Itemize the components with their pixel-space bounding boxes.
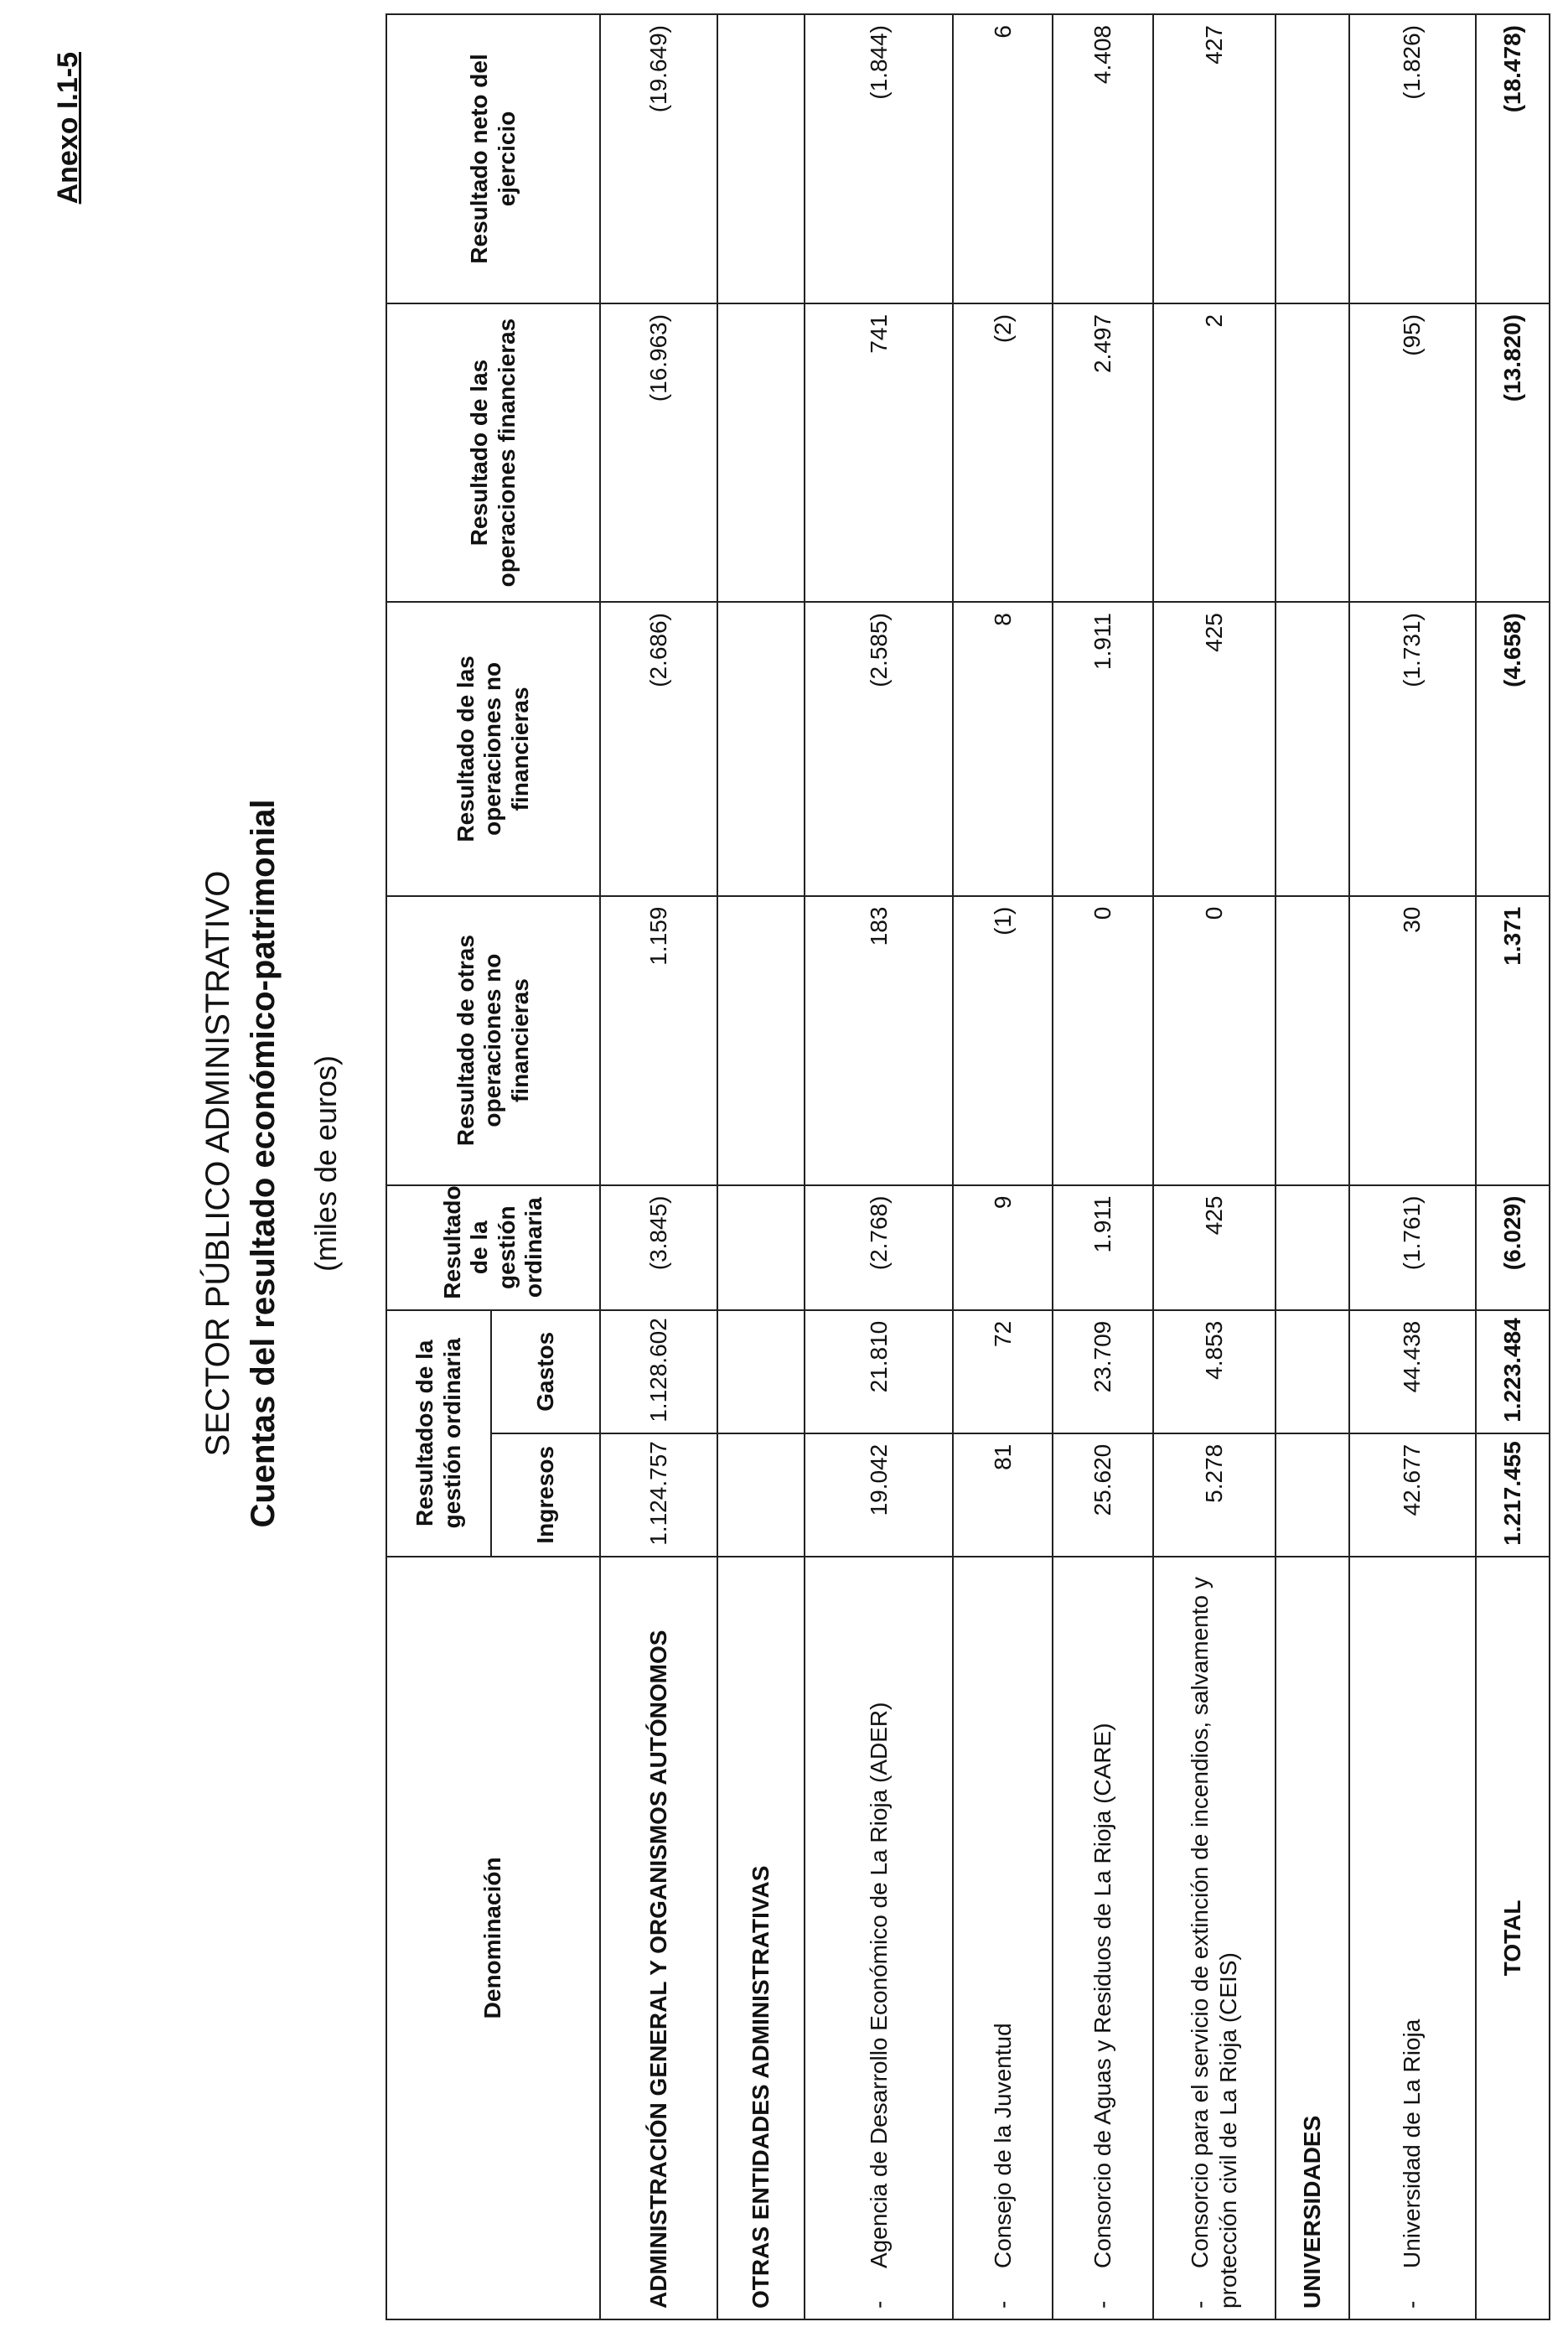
cell-ingresos: 19.042 [805,1433,953,1557]
cell-res-otras: (1) [953,896,1053,1185]
header-res-neto: Resultado neto del ejercicio [386,14,600,303]
cell-res-otras: 0 [1053,896,1153,1185]
cell-res-fin: (13.820) [1476,303,1550,602]
cell-gastos: 23.709 [1053,1310,1153,1433]
cell-gastos: 72 [953,1310,1053,1433]
row-dash: - [865,2300,892,2309]
title-units: (miles de euros) [308,1055,343,1272]
cell-res-gestion: (6.029) [1476,1185,1550,1310]
cell-res-gestion: (3.845) [600,1185,717,1310]
cell-ingresos: 81 [953,1433,1053,1557]
row-label: Consejo de la Juventud [989,2023,1016,2268]
cell-res-no-fin: (2.585) [805,602,953,896]
cell-ingresos: 5.278 [1153,1433,1276,1557]
cell-res-neto: (1.826) [1349,14,1476,303]
cell-res-fin: 2 [1153,303,1276,602]
cell-ingresos: 25.620 [1053,1433,1153,1557]
table-row [805,14,953,2319]
cell-res-neto: (1.844) [805,14,953,303]
cell-res-no-fin: 8 [953,602,1053,896]
cell-res-fin: (95) [1349,303,1476,602]
row-name: UNIVERSIDADES [1276,1557,1349,2319]
row-name: ADMINISTRACIÓN GENERAL Y ORGANISMOS AUTÓNOMOS [600,1557,717,2319]
header-resultados-gestion: Resultados de la gestión ordinaria [386,1310,491,1557]
cell-res-gestion: 1.911 [1053,1185,1153,1310]
table-row [1349,14,1476,2319]
title-sector: SECTOR PÚBLICO ADMINISTRATIVO [199,870,236,1457]
header-res-otras-no-fin: Resultado de otras operaciones no financieras [386,896,600,1185]
cell-ingresos: 42.677 [1349,1433,1476,1557]
cell-ingresos: 1.124.757 [600,1433,717,1557]
cell-res-fin: (2) [953,303,1053,602]
cell-res-neto: 427 [1153,14,1276,303]
table-row [1153,14,1276,2319]
cell-ingresos: 1.217.455 [1476,1433,1550,1557]
row-label: Universidad de La Rioja [1399,2019,1426,2268]
table-row-total [1476,14,1550,2319]
header-ingresos: Ingresos [491,1433,600,1557]
cell-res-no-fin: (1.731) [1349,602,1476,896]
annex-label: Anexo I.1-5 [52,52,84,205]
table-row [1276,14,1349,2319]
table-row [717,14,805,2319]
row-name [953,1557,1053,2319]
cell-res-otras: 1.371 [1476,896,1550,1185]
cell-res-neto: (19.649) [600,14,717,303]
cell-res-fin: (16.963) [600,303,717,602]
cell-gastos: 44.438 [1349,1310,1476,1433]
cell-res-no-fin: (2.686) [600,602,717,896]
cell-res-neto: 6 [953,14,1053,303]
cell-gastos: 21.810 [805,1310,953,1433]
cell-res-neto: (18.478) [1476,14,1550,303]
row-dash: - [1399,2300,1426,2309]
cell-gastos: 1.223.484 [1476,1310,1550,1433]
header-denominacion: Denominación [386,1557,600,2319]
cell-res-gestion: 425 [1153,1185,1276,1310]
cell-res-no-fin: (4.658) [1476,602,1550,896]
row-name [805,1557,953,2319]
row-label: Agencia de Desarrollo Económico de La Rioja (ADER) [865,1702,892,2268]
row-label: Consorcio para el servicio de extinción de incendios, salvamento y protección civil de La Rioja (CEIS) [1187,1577,1241,2309]
cell-res-no-fin: 425 [1153,602,1276,896]
cell-gastos: 4.853 [1153,1310,1276,1433]
title-cuentas: Cuentas del resultado económico-patrimonial [245,799,282,1528]
table-row [953,14,1053,2319]
cell-res-neto: 4.408 [1053,14,1153,303]
row-name: OTRAS ENTIDADES ADMINISTRATIVAS [717,1557,805,2319]
row-name [1349,1557,1476,2319]
row-dash: - [1187,2300,1214,2309]
cell-res-otras: 30 [1349,896,1476,1185]
header-gastos: Gastos [491,1310,600,1433]
header-res-gestion-ordinaria: Resultado de la gestión ordinaria [386,1185,600,1310]
header-res-op-no-fin: Resultado de las operaciones no financieras [386,602,600,896]
table-row [600,14,717,2319]
cell-res-gestion: (2.768) [805,1185,953,1310]
results-table [386,13,1550,2320]
cell-res-fin: 741 [805,303,953,602]
row-name [1053,1557,1153,2319]
cell-res-fin: 2.497 [1053,303,1153,602]
cell-res-gestion: 9 [953,1185,1053,1310]
cell-res-no-fin: 1.911 [1053,602,1153,896]
cell-res-otras: 183 [805,896,953,1185]
row-label: Consorcio de Aguas y Residuos de La Rioja (CARE) [1089,1723,1116,2268]
cell-res-gestion: (1.761) [1349,1185,1476,1310]
header-res-op-fin: Resultado de las operaciones financieras [386,303,600,602]
cell-res-otras: 1.159 [600,896,717,1185]
row-dash: - [1089,2300,1116,2309]
cell-gastos: 1.128.602 [600,1310,717,1433]
row-name [1153,1557,1276,2319]
table-row [1053,14,1153,2319]
row-name: TOTAL [1476,1557,1550,2319]
row-dash: - [989,2300,1016,2309]
cell-res-otras: 0 [1153,896,1276,1185]
